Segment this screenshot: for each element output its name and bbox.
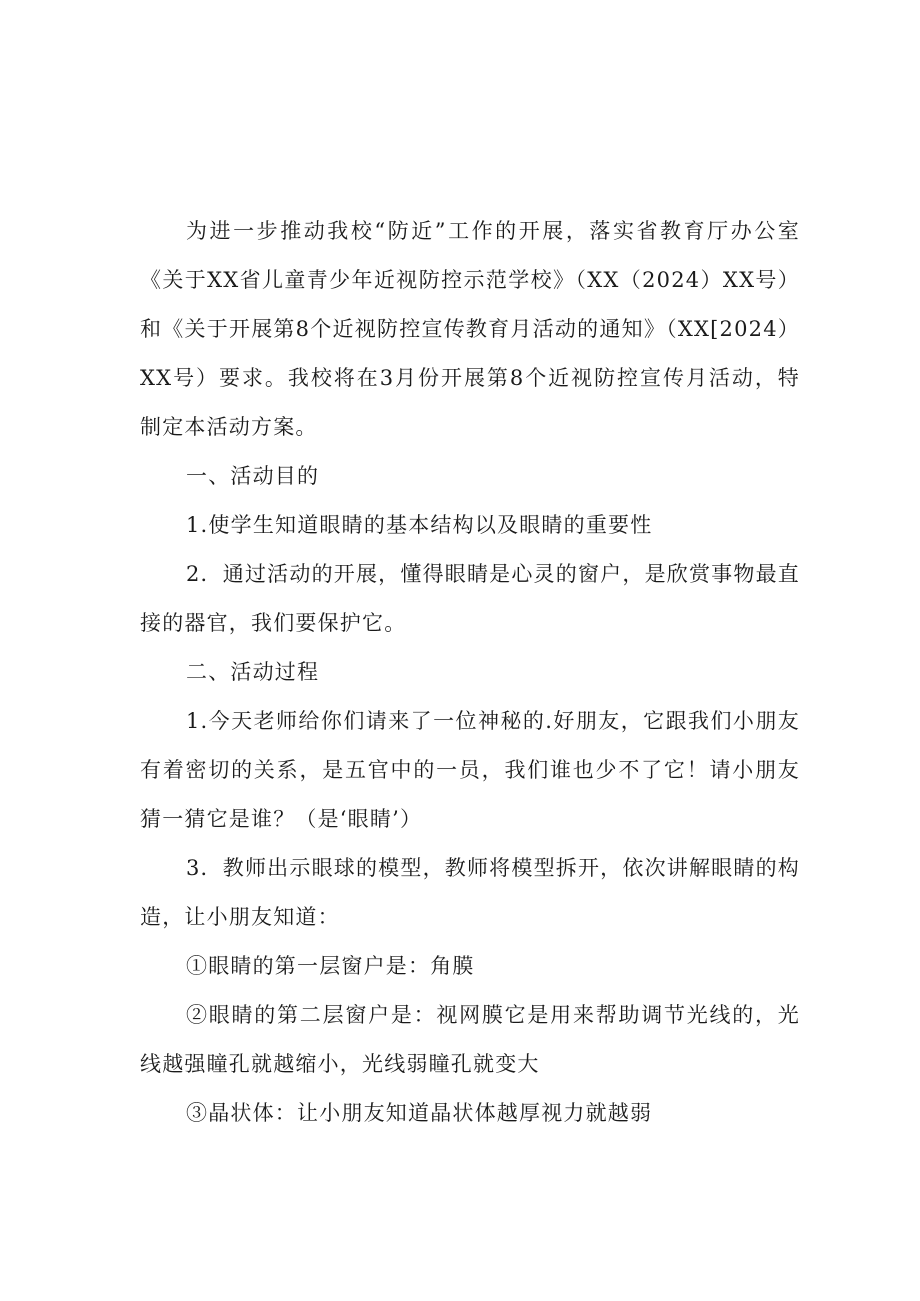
eye-lens: ③晶状体：让小朋友知道晶状体越厚视力就越弱 xyxy=(186,1101,653,1125)
eye-layer-1: ①眼睛的第一层窗户是：角膜 xyxy=(186,954,475,978)
document-body xyxy=(140,207,800,1138)
process-item-3: 3．教师出示眼球的模型，教师将模型拆开，依次讲解眼睛的构造，让小朋友知道： xyxy=(140,856,800,929)
section-heading-process: 二、活动过程 xyxy=(186,660,320,684)
process-item-1: 1.今天老师给你们请来了一位神秘的.好朋友，它跟我们小朋友有着密切的关系，是五官中的一员，我们谁也少不了它！请小朋友猜一猜它是谁？（是‘眼睛’） xyxy=(140,709,800,831)
goal-item-1: 1.使学生知道眼睛的基本结构以及眼睛的重要性 xyxy=(186,513,653,537)
eye-layer-2: ②眼睛的第二层窗户是：视网膜它是用来帮助调节光线的，光线越强瞳孔就越缩小，光线弱瞳孔就变大 xyxy=(140,1003,800,1076)
section-heading-goal: 一、活动目的 xyxy=(186,464,320,488)
intro-paragraph: 为进一步推动我校“防近”工作的开展，落实省教育厅办公室《关于XX省儿童青少年近视防控示范学校》（XX（2024）XX号）和《关于开展第8个近视防控宣传教育月活动的通知》（XX[2024）XX号）要求。我校将在3月份开展第8个近视防控宣传月活动，特制定本活动方案。 xyxy=(140,219,800,439)
goal-item-2: 2．通过活动的开展，懂得眼睛是心灵的窗户，是欣赏事物最直接的器官，我们要保护它。 xyxy=(140,562,800,635)
